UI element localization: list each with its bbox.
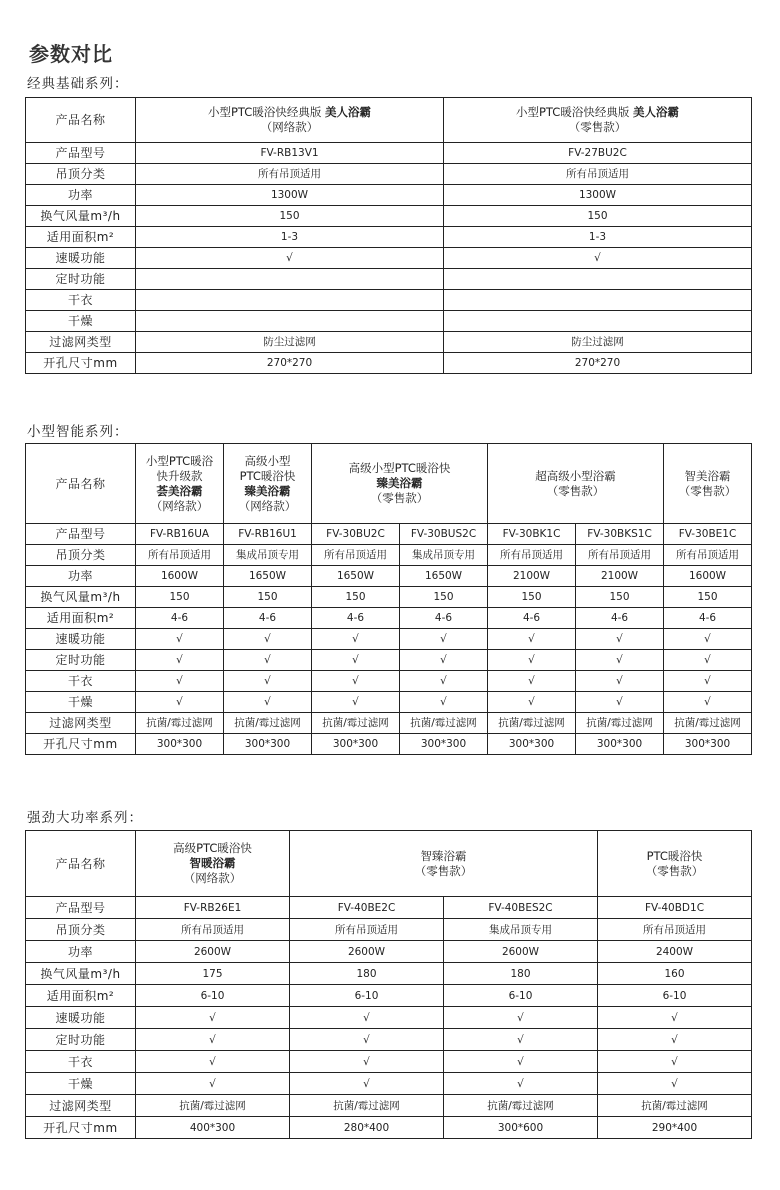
cell: √ [400, 629, 488, 650]
cell: 6-10 [290, 985, 444, 1007]
cell: √ [598, 1073, 752, 1095]
row-label: 吊顶分类 [26, 919, 136, 941]
cell: √ [400, 650, 488, 671]
row-label: 换气风量m³/h [26, 963, 136, 985]
cell: √ [576, 650, 664, 671]
cell [136, 311, 444, 332]
cell: FV-30BK1C [488, 524, 576, 545]
cell: √ [224, 629, 312, 650]
cell: 150 [136, 206, 444, 227]
cell: FV-30BUS2C [400, 524, 488, 545]
cell: 180 [290, 963, 444, 985]
cell: 4-6 [312, 608, 400, 629]
cell: √ [576, 671, 664, 692]
cell: 防尘过滤网 [444, 332, 752, 353]
cell: 集成吊顶专用 [444, 919, 598, 941]
cell: 150 [576, 587, 664, 608]
row-label: 干燥 [26, 311, 136, 332]
cell: 所有吊顶适用 [136, 545, 224, 566]
section-title-smart: 小型智能系列： [27, 424, 129, 440]
cell: 6-10 [136, 985, 290, 1007]
spec-table-power [25, 830, 752, 1139]
cell: √ [664, 692, 752, 713]
cell: 1-3 [136, 227, 444, 248]
cell: 300*300 [664, 734, 752, 755]
row-label: 产品型号 [26, 143, 136, 164]
product-header: 小型PTC暖浴快经典版 美人浴霸 （零售款） [444, 98, 752, 143]
cell: 4-6 [224, 608, 312, 629]
row-label: 速暖功能 [26, 1007, 136, 1029]
cell: 300*600 [444, 1117, 598, 1139]
page-title: 参数对比 [29, 42, 113, 66]
cell: 1650W [224, 566, 312, 587]
cell: 2600W [290, 941, 444, 963]
cell: 抗菌/霉过滤网 [444, 1095, 598, 1117]
row-label: 干衣 [26, 671, 136, 692]
row-label: 速暖功能 [26, 248, 136, 269]
cell: 抗菌/霉过滤网 [136, 1095, 290, 1117]
cell: 4-6 [136, 608, 224, 629]
row-label: 适用面积m² [26, 227, 136, 248]
cell: FV-40BD1C [598, 897, 752, 919]
row-label: 功率 [26, 185, 136, 206]
cell: 4-6 [576, 608, 664, 629]
row-label: 吊顶分类 [26, 545, 136, 566]
cell: √ [400, 671, 488, 692]
row-label: 开孔尺寸mm [26, 734, 136, 755]
cell: 6-10 [598, 985, 752, 1007]
cell: 160 [598, 963, 752, 985]
cell: 270*270 [444, 353, 752, 374]
cell: 280*400 [290, 1117, 444, 1139]
product-header: 超高级小型浴霸 （零售款） [488, 444, 664, 524]
cell: 150 [136, 587, 224, 608]
cell: 所有吊顶适用 [290, 919, 444, 941]
row-label: 换气风量m³/h [26, 587, 136, 608]
cell: 400*300 [136, 1117, 290, 1139]
cell: √ [488, 692, 576, 713]
cell: FV-30BE1C [664, 524, 752, 545]
cell: 290*400 [598, 1117, 752, 1139]
cell: 集成吊顶专用 [400, 545, 488, 566]
row-label: 换气风量m³/h [26, 206, 136, 227]
cell: 2600W [136, 941, 290, 963]
cell: 270*270 [136, 353, 444, 374]
product-header: 小型PTC暖浴快经典版 美人浴霸 （网络款） [136, 98, 444, 143]
cell: √ [488, 629, 576, 650]
cell: 抗菌/霉过滤网 [136, 713, 224, 734]
cell: 175 [136, 963, 290, 985]
cell: FV-27BU2C [444, 143, 752, 164]
cell: 集成吊顶专用 [224, 545, 312, 566]
cell: 抗菌/霉过滤网 [290, 1095, 444, 1117]
cell: 抗菌/霉过滤网 [488, 713, 576, 734]
cell: √ [664, 629, 752, 650]
cell: √ [136, 692, 224, 713]
cell [136, 269, 444, 290]
cell: √ [444, 248, 752, 269]
cell [444, 290, 752, 311]
cell: 150 [444, 206, 752, 227]
cell: √ [290, 1007, 444, 1029]
cell: 2600W [444, 941, 598, 963]
product-header: 高级PTC暖浴快 智暖浴霸 （网络款） [136, 831, 290, 897]
row-label: 过滤网类型 [26, 713, 136, 734]
cell: 1300W [136, 185, 444, 206]
cell: √ [136, 1007, 290, 1029]
cell: 抗菌/霉过滤网 [312, 713, 400, 734]
row-label: 功率 [26, 941, 136, 963]
cell: 所有吊顶适用 [664, 545, 752, 566]
cell: 150 [488, 587, 576, 608]
row-label: 产品名称 [26, 831, 136, 897]
section-title-power: 强劲大功率系列： [27, 810, 143, 826]
cell: 所有吊顶适用 [136, 919, 290, 941]
product-header: 小型PTC暖浴 快升级款 荟美浴霸 （网络款） [136, 444, 224, 524]
cell: 300*300 [224, 734, 312, 755]
cell: √ [488, 650, 576, 671]
cell: FV-RB16UA [136, 524, 224, 545]
row-label: 功率 [26, 566, 136, 587]
product-header: PTC暖浴快 （零售款） [598, 831, 752, 897]
cell: √ [444, 1007, 598, 1029]
cell: √ [576, 629, 664, 650]
row-label: 产品型号 [26, 524, 136, 545]
row-label: 干燥 [26, 692, 136, 713]
cell: 4-6 [400, 608, 488, 629]
spec-table-smart [25, 443, 752, 755]
cell: √ [224, 692, 312, 713]
row-label: 产品型号 [26, 897, 136, 919]
row-label: 适用面积m² [26, 608, 136, 629]
cell: √ [224, 650, 312, 671]
section-title-classic: 经典基础系列： [27, 76, 129, 92]
cell [136, 290, 444, 311]
cell: √ [136, 629, 224, 650]
product-header: 智美浴霸 （零售款） [664, 444, 752, 524]
cell: √ [598, 1051, 752, 1073]
row-label: 产品名称 [26, 444, 136, 524]
cell: 2400W [598, 941, 752, 963]
product-header: 高级小型 PTC暖浴快 臻美浴霸 （网络款） [224, 444, 312, 524]
cell [444, 311, 752, 332]
spec-table-classic [25, 97, 752, 374]
cell: √ [444, 1029, 598, 1051]
cell: √ [290, 1051, 444, 1073]
cell: √ [576, 692, 664, 713]
cell: √ [444, 1051, 598, 1073]
cell: √ [664, 650, 752, 671]
cell: √ [136, 248, 444, 269]
cell: 150 [312, 587, 400, 608]
cell: 1600W [664, 566, 752, 587]
row-label: 产品名称 [26, 98, 136, 143]
cell: FV-30BU2C [312, 524, 400, 545]
cell: √ [136, 650, 224, 671]
cell: 300*300 [576, 734, 664, 755]
row-label: 速暖功能 [26, 629, 136, 650]
cell: 1300W [444, 185, 752, 206]
row-label: 吊顶分类 [26, 164, 136, 185]
cell: √ [664, 671, 752, 692]
row-label: 开孔尺寸mm [26, 353, 136, 374]
product-header: 智臻浴霸 （零售款） [290, 831, 598, 897]
row-label: 干燥 [26, 1073, 136, 1095]
cell: √ [598, 1029, 752, 1051]
cell: 6-10 [444, 985, 598, 1007]
cell: √ [400, 692, 488, 713]
cell: 300*300 [488, 734, 576, 755]
cell: 抗菌/霉过滤网 [664, 713, 752, 734]
cell: 所有吊顶适用 [488, 545, 576, 566]
cell: 抗菌/霉过滤网 [224, 713, 312, 734]
cell: FV-40BES2C [444, 897, 598, 919]
cell: 2100W [576, 566, 664, 587]
cell: FV-30BKS1C [576, 524, 664, 545]
cell: √ [136, 1051, 290, 1073]
cell: 150 [224, 587, 312, 608]
cell: 所有吊顶适用 [312, 545, 400, 566]
cell: √ [598, 1007, 752, 1029]
cell: 180 [444, 963, 598, 985]
cell: 150 [664, 587, 752, 608]
cell: √ [224, 671, 312, 692]
cell: 所有吊顶适用 [136, 164, 444, 185]
cell: √ [312, 671, 400, 692]
cell: √ [136, 1073, 290, 1095]
cell: 300*300 [400, 734, 488, 755]
cell: 1-3 [444, 227, 752, 248]
row-label: 定时功能 [26, 650, 136, 671]
cell: √ [290, 1029, 444, 1051]
cell: 300*300 [136, 734, 224, 755]
cell: 2100W [488, 566, 576, 587]
cell: 所有吊顶适用 [576, 545, 664, 566]
row-label: 干衣 [26, 290, 136, 311]
cell: 所有吊顶适用 [444, 164, 752, 185]
row-label: 定时功能 [26, 269, 136, 290]
row-label: 适用面积m² [26, 985, 136, 1007]
cell: 1600W [136, 566, 224, 587]
product-header: 高级小型PTC暖浴快 臻美浴霸 （零售款） [312, 444, 488, 524]
cell: FV-RB13V1 [136, 143, 444, 164]
cell: 300*300 [312, 734, 400, 755]
cell: √ [312, 650, 400, 671]
row-label: 过滤网类型 [26, 332, 136, 353]
cell: √ [136, 1029, 290, 1051]
cell: 1650W [400, 566, 488, 587]
cell [444, 269, 752, 290]
cell: √ [312, 629, 400, 650]
cell: FV-RB16U1 [224, 524, 312, 545]
row-label: 干衣 [26, 1051, 136, 1073]
cell: √ [488, 671, 576, 692]
cell: √ [444, 1073, 598, 1095]
row-label: 开孔尺寸mm [26, 1117, 136, 1139]
cell: 1650W [312, 566, 400, 587]
cell: 防尘过滤网 [136, 332, 444, 353]
cell: 150 [400, 587, 488, 608]
cell: √ [290, 1073, 444, 1095]
cell: √ [136, 671, 224, 692]
cell: 4-6 [664, 608, 752, 629]
cell: 抗菌/霉过滤网 [598, 1095, 752, 1117]
row-label: 定时功能 [26, 1029, 136, 1051]
cell: 抗菌/霉过滤网 [576, 713, 664, 734]
row-label: 过滤网类型 [26, 1095, 136, 1117]
cell: FV-40BE2C [290, 897, 444, 919]
cell: 所有吊顶适用 [598, 919, 752, 941]
cell: FV-RB26E1 [136, 897, 290, 919]
cell: √ [312, 692, 400, 713]
cell: 4-6 [488, 608, 576, 629]
cell: 抗菌/霉过滤网 [400, 713, 488, 734]
